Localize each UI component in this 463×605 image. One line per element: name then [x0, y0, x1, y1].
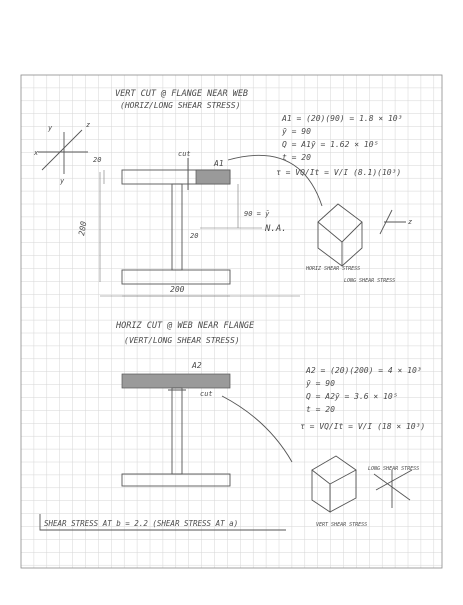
dim-flange-thickness: 20 — [93, 156, 102, 164]
svg-text:Q = A1ȳ = 1.62 × 10⁵: Q = A1ȳ = 1.62 × 10⁵ — [282, 140, 379, 149]
conclusion-text: SHEAR STRESS AT b = 2.2 (SHEAR STRESS AT a) — [44, 519, 239, 528]
stress-element-bottom — [312, 456, 412, 512]
bottom-element-label-2: VERT SHEAR STRESS — [316, 522, 368, 528]
bottom-cut-label: cut — [200, 390, 213, 398]
shaded-area-a1 — [196, 170, 230, 184]
bottom-title-2: (VERT/LONG SHEAR STRESS) — [124, 336, 240, 345]
bottom-area-label: A2 — [192, 361, 202, 370]
dim-height: 200 — [77, 220, 89, 237]
svg-text:y: y — [60, 177, 65, 185]
svg-text:x: x — [34, 149, 39, 157]
top-calculations — [276, 114, 402, 177]
stress-element-top — [318, 204, 412, 266]
svg-text:t = 20: t = 20 — [282, 153, 311, 162]
svg-text:τ = VQ/It = V/I (8.1)(10³): τ = VQ/It = V/I (8.1)(10³) — [276, 168, 402, 177]
svg-text:ȳ = 90: ȳ = 90 — [306, 379, 335, 388]
pointer-arrow-bottom — [222, 396, 292, 462]
top-element-label-2: LONG SHEAR STRESS — [344, 278, 396, 284]
top-area-label: A1 — [214, 159, 224, 168]
dim-width: 200 — [170, 285, 185, 294]
pointer-arrow-top — [228, 155, 322, 206]
top-title-1: VERT CUT @ FLANGE NEAR WEB — [115, 89, 249, 99]
neutral-axis-label: N.A. — [265, 224, 287, 234]
top-cut-label: cut — [178, 150, 191, 158]
bottom-title-1: HORIZ CUT @ WEB NEAR FLANGE — [116, 321, 255, 331]
svg-text:A2 = (20)(200) = 4 × 10³: A2 = (20)(200) = 4 × 10³ — [306, 366, 422, 375]
bottom-element-label-1: LONG SHEAR STRESS — [368, 466, 420, 472]
axes-sketch-top — [33, 121, 90, 185]
svg-text:y: y — [48, 124, 53, 132]
svg-text:ȳ = 90: ȳ = 90 — [282, 127, 311, 136]
svg-text:A1 = (20)(90) = 1.8 × 10³: A1 = (20)(90) = 1.8 × 10³ — [282, 114, 403, 123]
dim-web-thickness: 20 — [190, 232, 199, 240]
svg-text:Q = A2ȳ = 3.6 × 10⁵: Q = A2ȳ = 3.6 × 10⁵ — [306, 392, 398, 401]
dim-ybar: 90 = ȳ — [244, 210, 270, 218]
svg-text:z: z — [408, 218, 413, 226]
svg-text:z: z — [86, 121, 91, 129]
svg-text:t = 20: t = 20 — [306, 405, 335, 414]
top-element-label-1: HORIZ SHEAR STRESS — [306, 266, 361, 272]
top-title-2: (HORIZ/LONG SHEAR STRESS) — [120, 101, 241, 110]
svg-text:τ = VQ/It = V/I (18 × 10³): τ = VQ/It = V/I (18 × 10³) — [300, 422, 426, 431]
bottom-calculations — [300, 366, 425, 431]
shaded-area-a2 — [122, 374, 230, 388]
